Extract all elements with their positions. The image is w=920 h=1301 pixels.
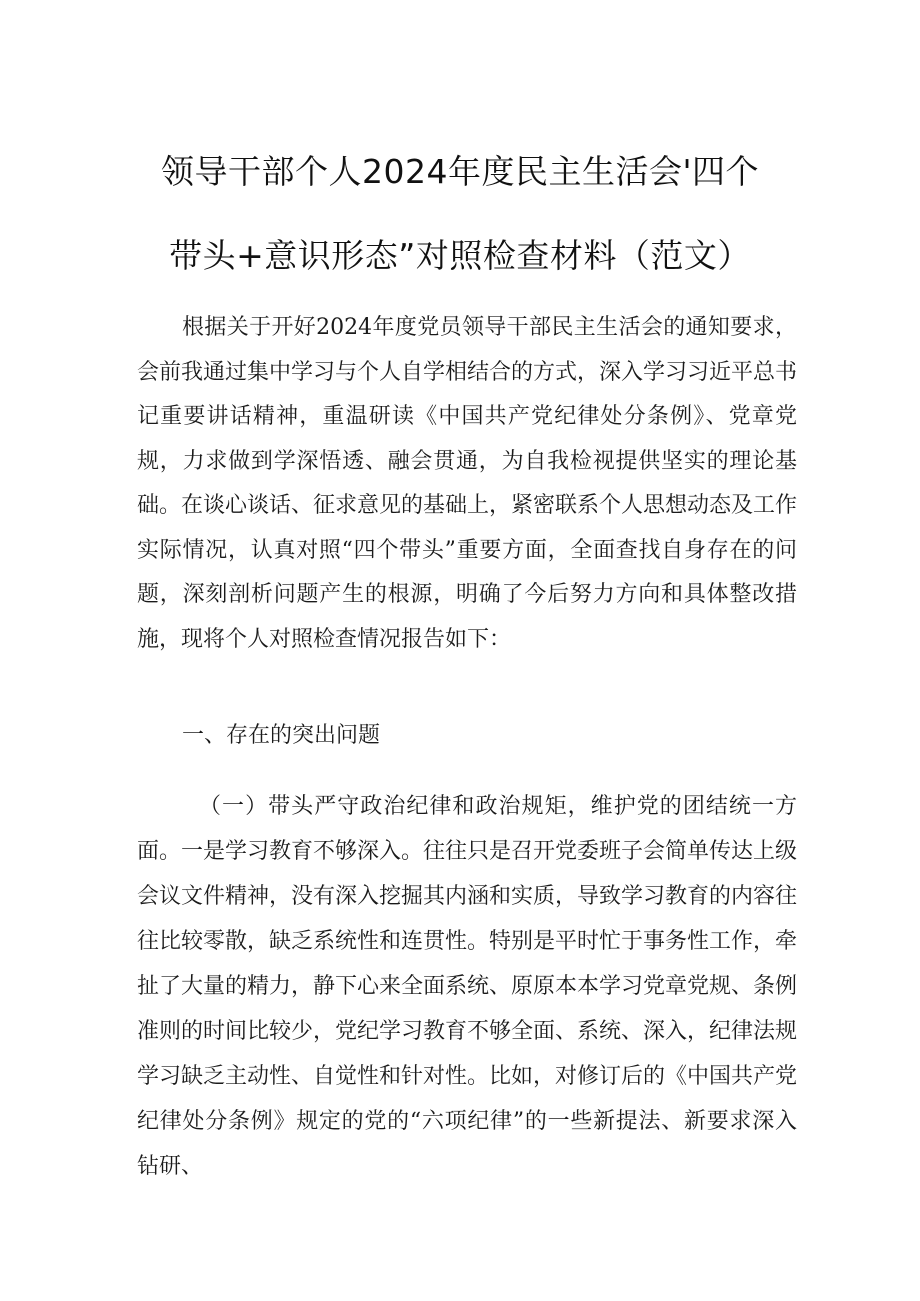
section-paragraph: （一）带头严守政治纪律和政治规矩，维护党的团结统一方面。一是学习教育不够深入。往往只是召开党委班子会简单传达上级会议文件精神，没有深入挖掘其内涵和实质，导致学习教育的内容往往比较零散，缺乏系统性和连贯性。特别是平时忙于事务性工作，牵扯了大量的精力，静下心来全面系统、原原本本学习党章党规、条例准则的时间比较少，党纪学习教育不够全面、系统、深入，纪律法规学习缺乏主动性、自觉性和针对性。比如，对修订后的《中国共产党纪律处分条例》规定的党的“六项纪律”的一些新提法、新要求深入钻研、 [137, 794, 798, 1179]
document-title-line-1: 领导干部个人2024年度民主生活会'四个 [160, 152, 760, 191]
section-heading: 一、存在的突出问题 [182, 723, 381, 748]
document-title-line-2: 带头+意识形态”对照检查材料（范文） [169, 236, 751, 275]
intro-paragraph: 根据关于开好2024年度党员领导干部民主生活会的通知要求，会前我通过集中学习与个人自学相结合的方式，深入学习习近平总书记重要讲话精神，重温研读《中国共产党纪律处分条例》、党章党规，力求做到学深悟透、融会贯通，为自我检视提供坚实的理论基础。在谈心谈话、征求意见的基础上，紧密联系个人思想动态及工作实际情况，认真对照“四个带头”重要方面，全面查找自身存在的问题，深刻剖析问题产生的根源，明确了今后努力方向和具体整改措施，现将个人对照检查情况报告如下： [137, 315, 798, 652]
